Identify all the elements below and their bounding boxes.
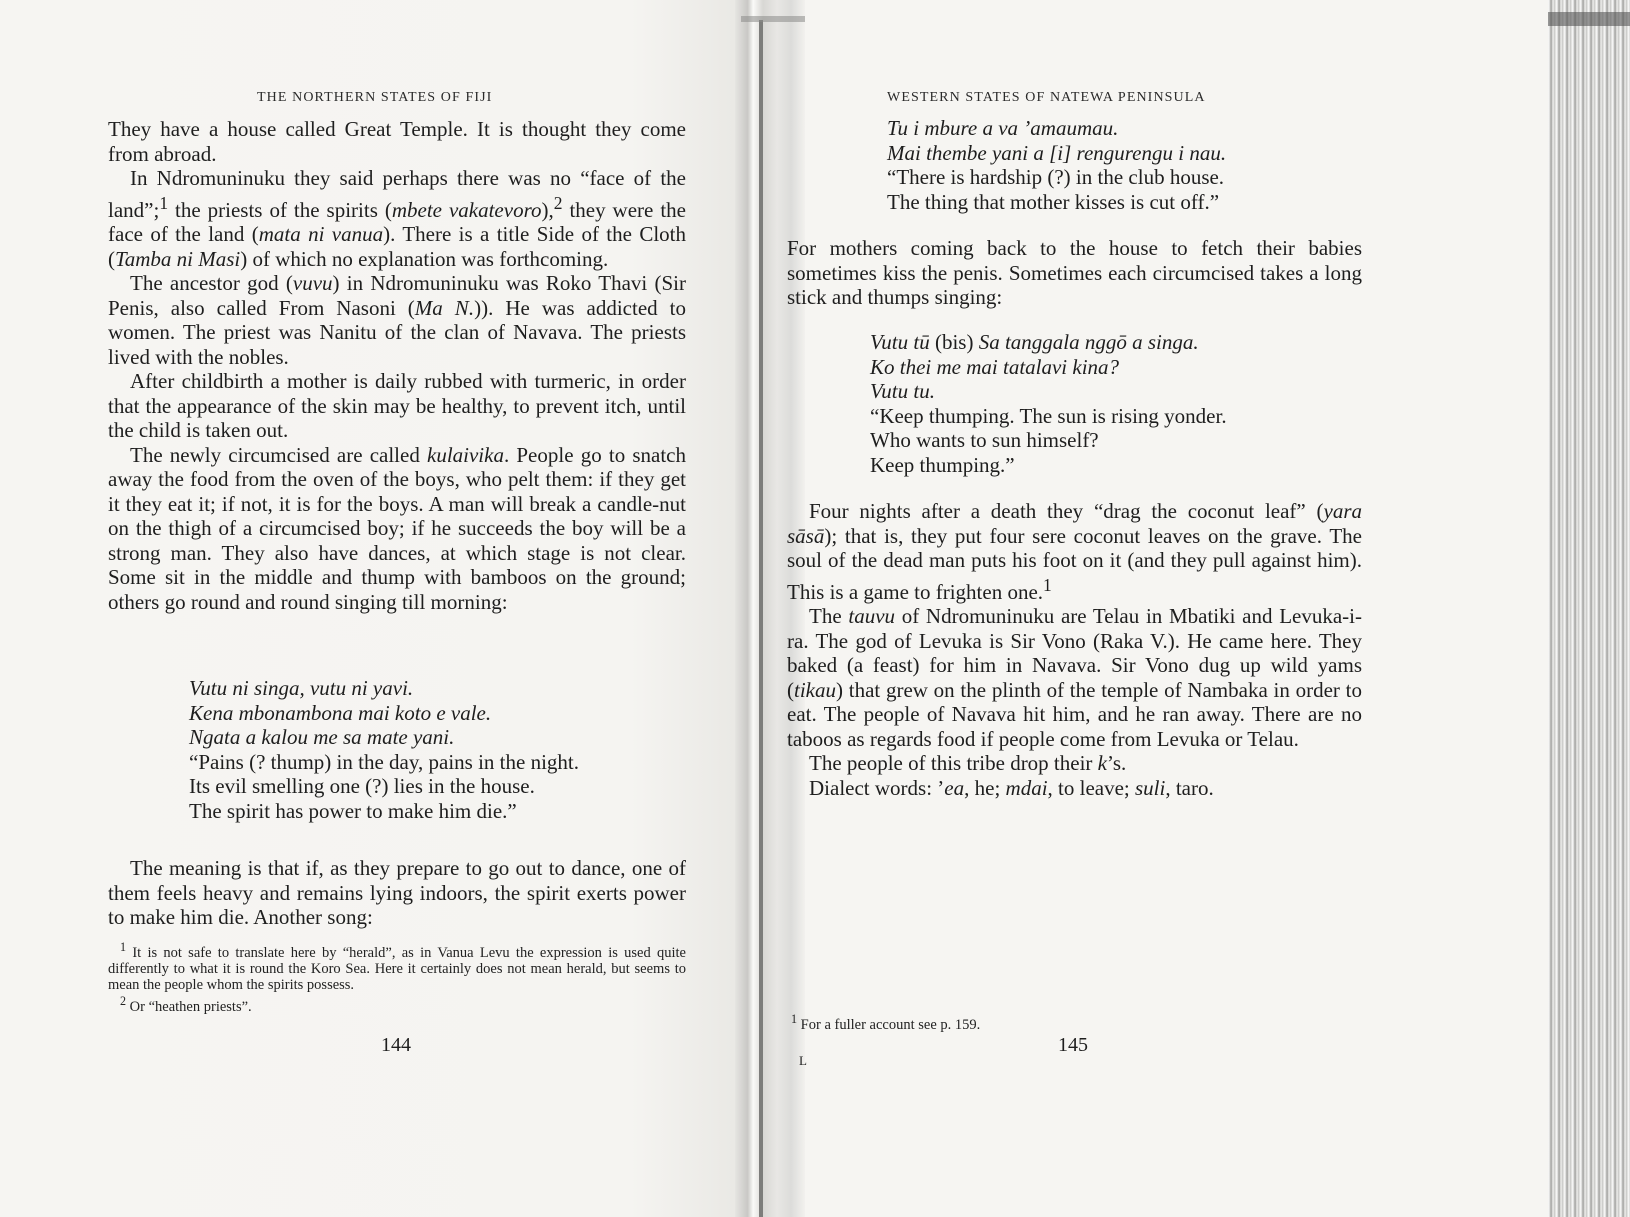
right-paragraph-5: Dialect words: ’ea, he; mdai, to leave; suli, taro.: [809, 775, 1214, 800]
verse-line: “Pains (? thump) in the day, pains in the night.: [189, 749, 579, 774]
left-footnotes: [108, 939, 686, 1015]
running-head-left: THE NORTHERN STATES OF FIJI: [257, 90, 493, 105]
verse-line: “Keep thumping. The sun is rising yonder.: [870, 403, 1227, 428]
right-body-text-1: [787, 236, 1362, 310]
right-footnotes: [791, 1011, 1191, 1033]
verse-line: Kena mbonambona mai koto e vale.: [189, 700, 492, 725]
left-paragraph-3: The ancestor god (vuvu) in Ndromuninuku was Roko Thavi (Sir Penis, also called From Nasoni (Ma N.)). He was addicted to women. The priest was Nanitu of the clan of Navava. The priests lived with the nobles.: [108, 271, 686, 369]
right-body-text-2: [787, 499, 1362, 800]
right-paragraph-1: For mothers coming back to the house to fetch their babies sometimes kiss the penis. Sometimes each circumcised takes a long stick and thumps singing:: [787, 236, 1362, 309]
verse-line: Ngata a kalou me sa mate yani.: [189, 725, 455, 749]
running-head-right: WESTERN STATES OF NATEWA PENINSULA: [887, 90, 1206, 105]
right-paragraph-3: The tauvu of Ndromuninuku are Telau in Mbatiki and Levuka-i-ra. The god of Levuka is Sir Vono (Raka V.). He came here. They baked (a feast) for him in Navava. Sir Vono dug up wild yams (tikau) that grew on the plinth of the temple of Nambaka in order to eat. The people of Navava hit him, and he ran away. There are no taboos as regards food if people come from Levuka or Telau.: [787, 604, 1362, 751]
verse-line: Ko thei me mai tatalavi kina?: [870, 354, 1120, 379]
page-edges: [1548, 0, 1630, 1217]
verse-line: Its evil smelling one (?) lies in the house.: [189, 774, 535, 798]
verse-line: Who wants to sun himself?: [870, 428, 1099, 452]
verse-line: Vutu ni singa, vutu ni yavi.: [189, 676, 414, 700]
right-verse-1: [887, 116, 1226, 214]
verse-line: The thing that mother kisses is cut off.”: [887, 189, 1220, 214]
left-verse: [189, 676, 579, 823]
left-paragraph-5: The newly circumcised are called kulaivika. People go to snatch away the food from the oven of the boys, who pelt them: if they get it they eat it; if not, it is for the boys. A man will break a candle-nut on the thigh of a circumcised boy; if he succeeds the boy will be a strong man. They also have dances, at which stage is not clear. Some sit in the middle and thump with bamboos on the ground; others go round and round singing till morning:: [108, 442, 687, 614]
footnote-2: $^2$ Or “heathen priests”.: [120, 993, 252, 1015]
verse-line: “There is hardship (?) in the club house.: [887, 165, 1225, 189]
right-paragraph-2: Four nights after a death they “drag the coconut leaf” (yara sāsā); that is, they put four sere coconut leaves on the grave. The soul of the dead man puts his foot on it (and they pull against him). This is a game to frighten one.$^1$: [787, 499, 1362, 604]
page-number-right: 145: [1058, 1034, 1088, 1056]
left-body-text: [108, 117, 686, 614]
right-paragraph-4: The people of this tribe drop their k’s.: [809, 751, 1127, 775]
footnote-1: $^1$ For a fuller account see p. 159.: [791, 1012, 981, 1033]
right-page: [787, 0, 1555, 1217]
left-paragraph-2: In Ndromuninuku they said perhaps there was no “face of the land”;$^1$ the priests of the spirits (mbete vakatevoro),$^2$ they were the face of the land (mata ni vanua). There is a title Side of the Cloth (Tamba ni Masi) of which no explanation was forthcoming.: [108, 166, 686, 271]
left-paragraph-4: After childbirth a mother is daily rubbed with turmeric, in order that the appearance of the skin may be healthy, to prevent itch, until the child is taken out.: [108, 369, 686, 442]
verse-line: Keep thumping.”: [870, 452, 1015, 477]
left-paragraph-1: They have a house called Great Temple. It is thought they come from abroad.: [108, 117, 686, 166]
verse-line: Tu i mbure a va ’amaumau.: [887, 116, 1119, 140]
footnote-ref-1: 1: [1043, 574, 1052, 595]
verse-line: The spirit has power to make him die.”: [189, 798, 517, 823]
signature-mark: L: [799, 1053, 807, 1068]
page-number-left: 144: [381, 1034, 411, 1056]
verse-line: Mai thembe yani a [i] rengurengu i nau.: [887, 140, 1227, 165]
footnote-ref-1: 1: [159, 192, 169, 213]
left-page: [0, 0, 742, 1217]
right-verse-2: [870, 330, 1227, 477]
left-paragraph-6: The meaning is that if, as they prepare to go out to dance, one of them feels heavy and remains lying indoors, the spirit exerts power to make him die. Another song:: [108, 856, 686, 929]
verse-line: Vutu tū (bis) Sa tanggala nggō a singa.: [870, 330, 1199, 354]
footnote-1: $^1$ It is not safe to translate here by “herald”, as in Vanua Levu the expression is used quite differently to what it is round the Koro Sea. Here it certainly does not mean herald, but seems to mean the people whom the spirits possess.: [108, 940, 686, 993]
footnote-ref-2: 2: [553, 192, 563, 213]
left-body-text-2: [108, 856, 686, 930]
verse-line: Vutu tu.: [870, 379, 935, 403]
